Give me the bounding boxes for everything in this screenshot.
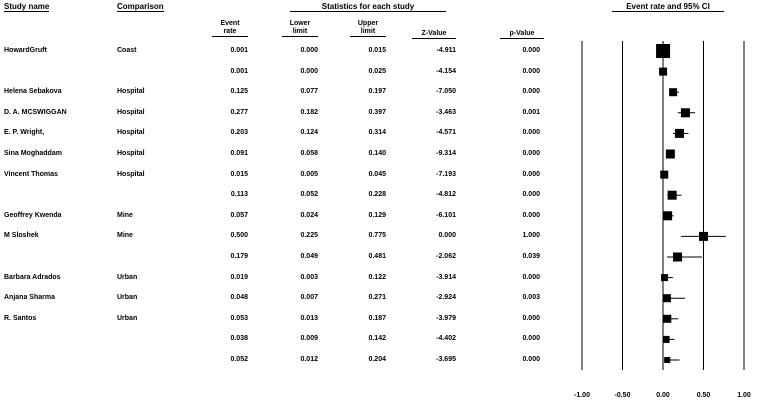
lower-limit-cell: 0.124 [300, 129, 318, 137]
event-rate-cell: 0.053 [230, 314, 248, 322]
point-estimate [668, 191, 677, 200]
study-name-cell: Barbara Adrados [4, 273, 61, 281]
upper-limit-cell: 0.397 [368, 108, 386, 116]
point-estimate [664, 357, 670, 363]
event-rate-cell: 0.091 [230, 150, 248, 157]
lower-limit-header-line1: Lower [289, 20, 311, 27]
upper-limit-cell: 0.228 [368, 191, 386, 199]
study-name-header: Study name [4, 2, 50, 11]
upper-limit-cell: 0.122 [368, 273, 386, 281]
upper-limit-cell: 0.142 [368, 335, 386, 343]
lower-limit-cell: 0.024 [300, 211, 318, 219]
z-value-cell: -4.812 [436, 191, 456, 199]
event-rate-cell: 0.125 [230, 88, 248, 96]
lower-limit-header-line2: limit [282, 28, 318, 37]
upper-limit-cell: 0.140 [368, 150, 386, 157]
lower-limit-cell: 0.012 [300, 356, 318, 363]
z-value-cell: 0.000 [438, 232, 456, 240]
z-value-cell: -4.154 [436, 67, 456, 75]
point-estimate [669, 88, 677, 96]
p-value-cell: 0.000 [522, 47, 540, 54]
lower-limit-cell: 0.049 [300, 253, 318, 260]
event-rate-cell: 0.048 [230, 294, 248, 302]
study-name-cell: R. Santos [4, 314, 37, 322]
comparison-cell: Urban [117, 273, 138, 281]
lower-limit-cell: 0.007 [300, 294, 318, 302]
point-estimate [663, 315, 671, 323]
comparison-cell: Hospital [117, 108, 145, 116]
event-rate-cell: 0.057 [230, 211, 248, 219]
p-value-cell: 0.000 [522, 314, 540, 322]
upper-limit-cell: 0.187 [368, 314, 386, 322]
study-name-cell: Sina Moghaddam [4, 150, 62, 157]
lower-limit-cell: 0.077 [300, 88, 318, 96]
upper-limit-cell: 0.129 [368, 211, 386, 219]
comparison-cell: Mine [117, 232, 133, 240]
upper-limit-cell: 0.314 [368, 129, 386, 137]
z-value-cell: -2.062 [436, 253, 456, 260]
comparison-cell: Coast [117, 47, 137, 54]
event-rate-cell: 0.500 [230, 232, 248, 240]
lower-limit-cell: 0.009 [300, 335, 318, 343]
study-name-cell: M Sloshek [4, 232, 39, 240]
point-estimate [661, 274, 668, 281]
z-value-cell: -4.402 [436, 335, 456, 343]
comparison-cell: Hospital [117, 150, 145, 157]
z-value-cell: -3.914 [436, 273, 456, 281]
event-rate-cell: 0.203 [230, 129, 248, 137]
z-value-cell: -3.695 [436, 356, 456, 363]
comparison-cell: Urban [117, 314, 138, 322]
event-rate-cell: 0.015 [230, 170, 248, 178]
comparison-cell: Hospital [117, 170, 145, 178]
event-rate-cell: 0.038 [230, 335, 248, 343]
upper-limit-cell: 0.271 [368, 294, 386, 302]
lower-limit-cell: 0.052 [300, 191, 318, 199]
z-value-cell: -6.101 [436, 211, 456, 219]
upper-limit-header-line2: limit [350, 28, 386, 37]
event-rate-cell: 0.179 [230, 253, 248, 260]
z-value-cell: -7.050 [436, 88, 456, 96]
z-value-cell: -9.314 [436, 150, 456, 157]
p-value-cell: 0.000 [522, 129, 540, 137]
comparison-cell: Hospital [117, 129, 145, 137]
study-name-cell: E. P. Wright, [4, 129, 45, 137]
z-value-header: Z-Value [412, 30, 456, 39]
p-value-cell: 0.000 [522, 170, 540, 178]
point-estimate [699, 232, 708, 241]
point-estimate [663, 336, 670, 343]
event-rate-cell: 0.052 [230, 356, 248, 363]
upper-limit-cell: 0.775 [368, 232, 386, 240]
point-estimate [666, 150, 675, 159]
study-name-cell: Vincent Thomas [4, 170, 58, 178]
p-value-cell: 0.000 [522, 211, 540, 219]
upper-limit-header-line1: Upper [357, 20, 379, 27]
event-rate-cell: 0.277 [230, 108, 248, 116]
p-value-cell: 0.000 [522, 356, 540, 363]
lower-limit-cell: 0.182 [300, 108, 318, 116]
p-value-header: p-Value [500, 30, 544, 39]
study-name-cell: Geoffrey Kwenda [4, 211, 62, 219]
lower-limit-cell: 0.000 [300, 67, 318, 75]
z-value-cell: -4.911 [436, 47, 456, 54]
z-value-cell: -2.924 [436, 294, 456, 302]
event-rate-cell: 0.019 [230, 273, 248, 281]
z-value-cell: -4.571 [436, 129, 456, 137]
upper-limit-cell: 0.481 [368, 253, 386, 260]
p-value-cell: 0.003 [522, 294, 540, 302]
point-estimate [660, 171, 668, 179]
event-rate-cell: 0.001 [230, 67, 248, 75]
upper-limit-cell: 0.204 [368, 356, 386, 363]
point-estimate [681, 108, 690, 117]
lower-limit-cell: 0.058 [300, 150, 318, 157]
event-rate-header-line1: Event [220, 20, 240, 27]
upper-limit-cell: 0.015 [368, 47, 386, 54]
p-value-cell: 0.000 [522, 88, 540, 96]
p-value-cell: 0.000 [522, 150, 540, 157]
comparison-cell: Mine [117, 211, 133, 219]
statistics-header: Statistics for each study [290, 3, 446, 12]
z-value-cell: -7.193 [436, 170, 456, 178]
comparison-header: Comparison [117, 2, 164, 11]
x-tick-label: -0.50 [614, 392, 631, 399]
p-value-cell: 1.000 [522, 232, 540, 240]
p-value-cell: 0.039 [522, 253, 540, 260]
x-tick-label: 0.00 [656, 392, 670, 399]
study-name-cell: Anjana Sharma [4, 294, 55, 302]
lower-limit-cell: 0.003 [300, 273, 318, 281]
point-estimate [675, 129, 684, 138]
event-rate-cell: 0.113 [230, 191, 248, 199]
upper-limit-cell: 0.025 [368, 67, 386, 75]
comparison-cell: Urban [117, 294, 138, 302]
p-value-cell: 0.000 [522, 191, 540, 199]
p-value-cell: 0.000 [522, 335, 540, 343]
study-name-cell: HowardGruft [4, 47, 47, 54]
x-tick-label: 0.50 [696, 392, 711, 399]
x-tick-label: 1.00 [737, 392, 751, 399]
point-estimate [663, 211, 672, 220]
p-value-cell: 0.000 [522, 67, 540, 75]
upper-limit-cell: 0.045 [368, 170, 386, 178]
lower-limit-cell: 0.225 [300, 232, 318, 240]
point-estimate [663, 294, 671, 302]
plot-title: Event rate and 95% CI [612, 3, 724, 12]
event-rate-cell: 0.001 [230, 47, 248, 54]
z-value-cell: -3.979 [436, 314, 456, 322]
point-estimate [656, 44, 670, 58]
point-estimate [659, 68, 667, 76]
lower-limit-cell: 0.005 [300, 170, 318, 178]
lower-limit-cell: 0.000 [300, 47, 318, 54]
point-estimate [673, 253, 682, 262]
z-value-cell: -3.463 [436, 108, 456, 116]
event-rate-header-line2: rate [212, 28, 248, 37]
upper-limit-cell: 0.197 [368, 88, 386, 96]
lower-limit-cell: 0.013 [300, 314, 318, 322]
study-name-cell: Helena Sebakova [4, 88, 62, 96]
x-tick-label: -1.00 [574, 392, 590, 399]
study-name-cell: D. A. MCSWIGGAN [4, 108, 67, 116]
p-value-cell: 0.000 [522, 273, 540, 281]
p-value-cell: 0.001 [522, 108, 540, 116]
comparison-cell: Hospital [117, 88, 145, 96]
